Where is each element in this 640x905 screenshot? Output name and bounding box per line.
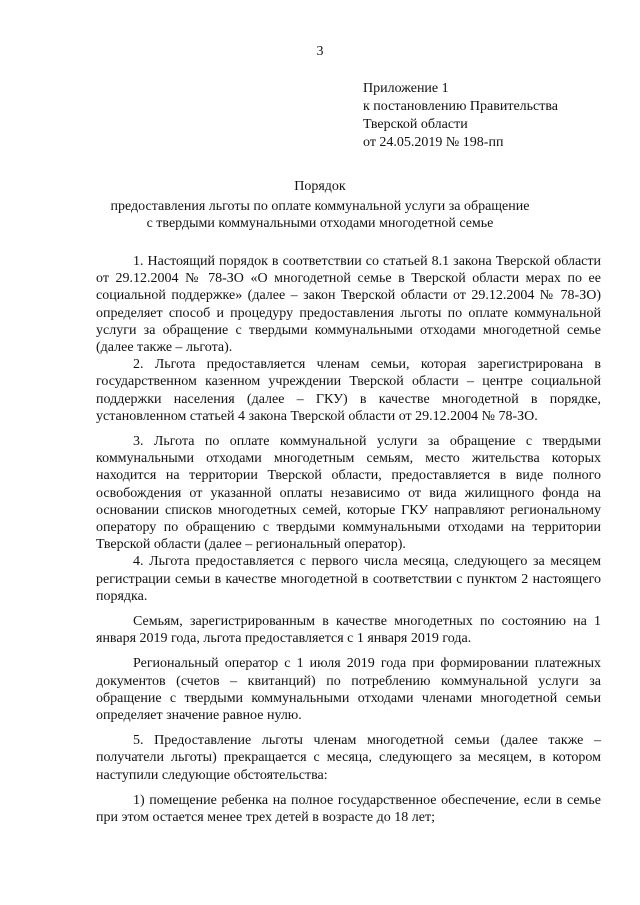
paragraph: 5. Предоставление льготы членам многодетной семьи (далее также – получатели льготы) прекращается с месяца, следующего за месяцем, в котором наступили следующие обстоятельства: [96,733,601,783]
paragraph: 1) помещение ребенка на полное государственное обеспечение, если в семье при этом остается менее трех детей в возрасте до 18 лет; [96,792,601,826]
appendix-line: к постановлению Правительства [363,99,559,114]
title-line: с твердыми коммунальными отходами многодетной семье [146,216,494,231]
paragraph: Семьям, зарегистрированным в качестве многодетных по состоянию на 1 января 2019 года, льгота предоставляется с 1 января 2019 года. [96,614,601,647]
paragraph: 2. Льгота предоставляется членам семьи, которая зарегистрирована в государственном казенном учреждении Тверской области – центре социальной поддержки населения (далее – ГКУ) в качестве многодетной в порядке, установленном статьей 4 закона Тверской области от 29.12.2004 № 78-ЗО. [96,357,601,424]
appendix-line: от 24.05.2019 № 198-пп [363,135,504,150]
document-title [0,178,640,232]
paragraph: 4. Льгота предоставляется с первого числа месяца, следующего за месяцем регистрации семьи в качестве многодетной в соответствии с пунктом 2 настоящего порядка. [96,554,601,604]
page-number: 3 [316,44,324,59]
appendix-line: Тверской области [363,117,468,132]
paragraph: 3. Льгота по оплате коммунальной услуги за обращение с твердыми коммунальными отходами многодетным семьям, место жительства которых находится на территории Тверской области, предоставляется в виде полного освобождения от указанной оплаты независимо от вида жилищного фонда на основании списков многодетных семей, которые ГКУ направляют региональному оператору по обращению с твердыми коммунальными отходами на территории Тверской области (далее – региональный оператор). [96,434,601,553]
title-heading: Порядок [294,179,346,194]
appendix-block [363,80,558,152]
appendix-line: Приложение 1 [363,81,449,96]
document-body [96,253,601,826]
paragraph: Региональный оператор с 1 июля 2019 года при формировании платежных документов (счетов – квитанций) по потреблению коммунальной услуги за обращение с твердыми коммунальными отходами членами многодетной семьи определяет значение равное нулю. [96,656,601,724]
title-line: предоставления льготы по оплате коммунальной услуги за обращение [110,199,530,214]
paragraph: 1. Настоящий порядок в соответствии со статьей 8.1 закона Тверской области от 29.12.2004 № 78-ЗО «О многодетной семье в Тверской области мерах по ее социальной поддержке» (далее – закон Тверской области от 29.12.2004 № 78-ЗО) определяет способ и процедуру предоставления льготы по оплате коммунальной услуги за обращение с твердыми коммунальными отходами многодетной семье (далее также – льгота). [96,254,601,356]
